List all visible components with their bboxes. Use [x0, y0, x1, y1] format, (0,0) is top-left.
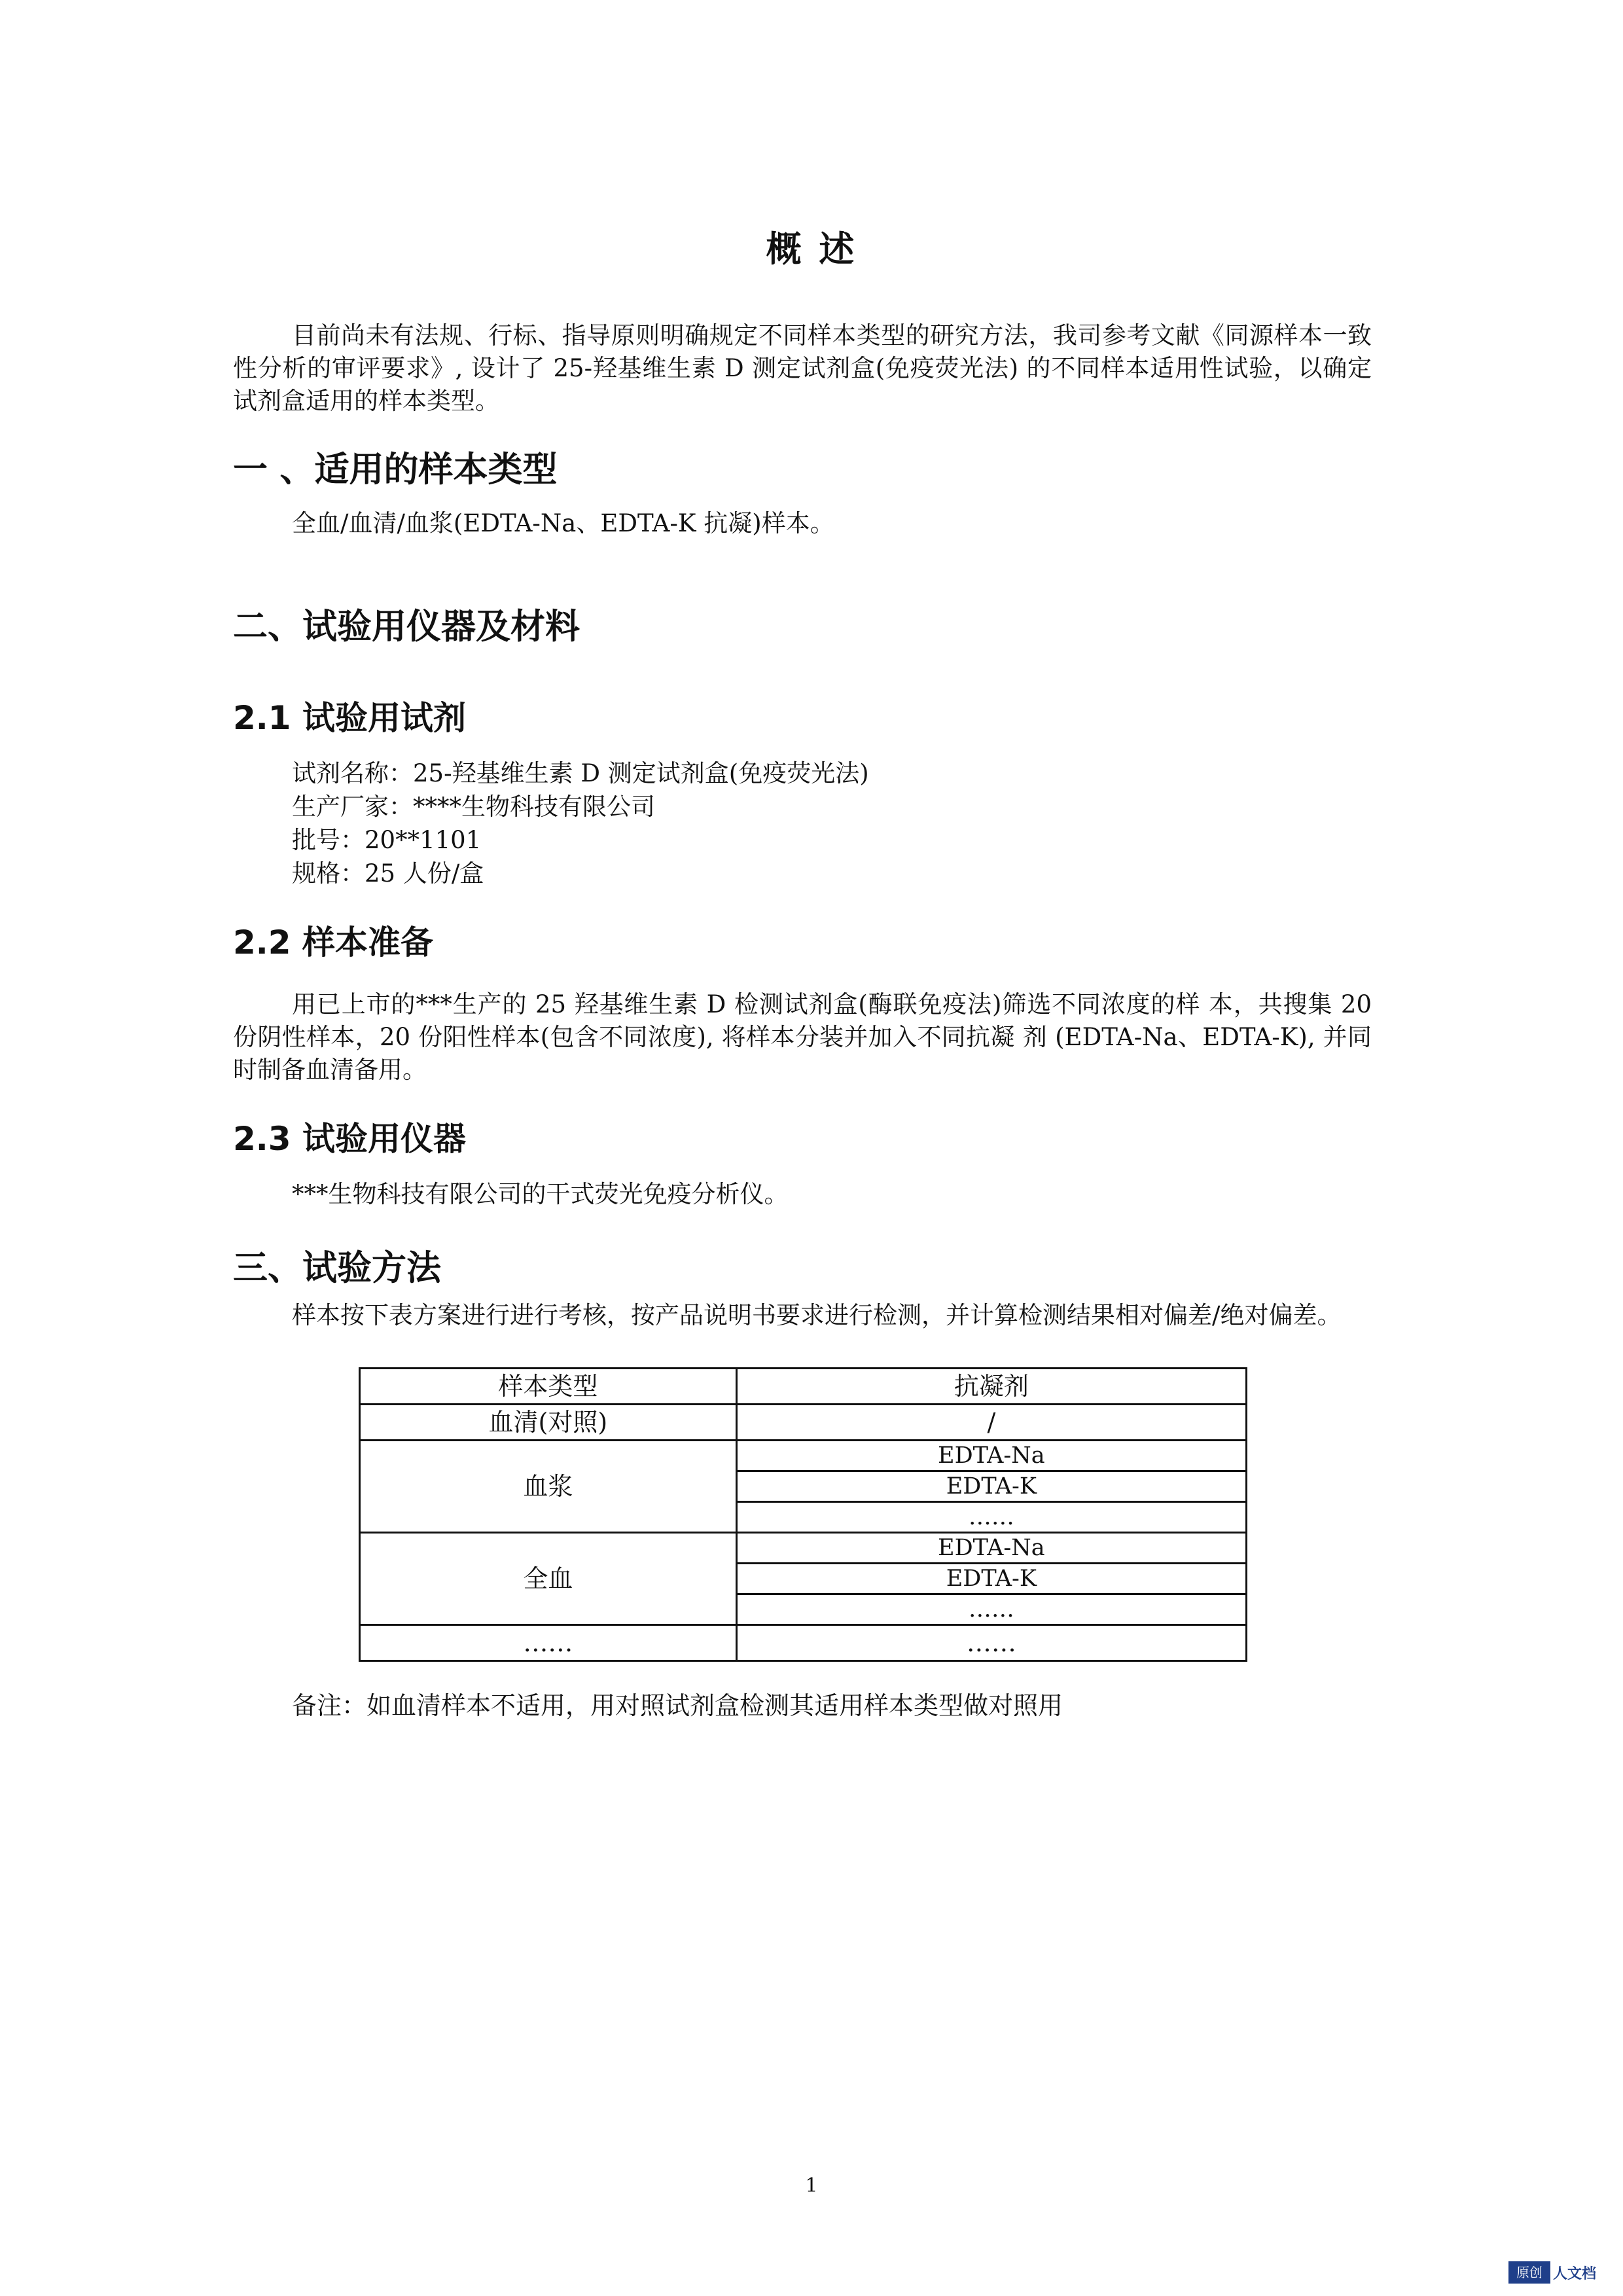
header-sample-type: 样本类型 — [360, 1369, 737, 1405]
section-2-heading: 二、试验用仪器及材料 — [233, 607, 580, 647]
watermark-box: 原创 — [1508, 2261, 1550, 2284]
section-3-heading: 三、试验方法 — [233, 1248, 441, 1288]
method-paragraph: 样本按下表方案进行进行考核，按产品说明书要求进行检测，并计算检测结果相对偏差/绝对偏差。 — [292, 1301, 1342, 1329]
cell-plasma-edta-k: EDTA-K — [736, 1471, 1246, 1502]
reagent-name-line: 试剂名称：25-羟基维生素 D 测定试剂盒(免疫荧光法) — [292, 759, 869, 787]
page-title: 概 述 — [766, 228, 857, 270]
section-1-text: 全血/血清/血浆(EDTA-Na、EDTA-K 抗凝)样本。 — [292, 509, 834, 537]
cell-plasma-other: …… — [736, 1502, 1246, 1533]
subsection-2-1-heading: 2.1 试验用试剂 — [233, 699, 466, 737]
cell-other-sample: …… — [360, 1625, 737, 1661]
table-header-row — [360, 1369, 1247, 1405]
instrument-text: ***生物科技有限公司的干式荧光免疫分析仪。 — [292, 1180, 789, 1208]
table-row — [360, 1405, 1247, 1441]
cell-whole-other: …… — [736, 1594, 1246, 1625]
cell-other-anticoagulant: …… — [736, 1625, 1246, 1661]
subsection-2-2-heading: 2.2 样本准备 — [233, 924, 433, 961]
table-note: 备注：如血清样本不适用，用对照试剂盒检测其适用样本类型做对照用 — [292, 1691, 1063, 1720]
table-row — [360, 1533, 1247, 1564]
spec-line: 规格：25 人份/盒 — [292, 859, 484, 888]
section-1-heading: 一 、适用的样本类型 — [233, 450, 558, 490]
header-anticoagulant: 抗凝剂 — [736, 1369, 1246, 1405]
cell-whole-edta-na: EDTA-Na — [736, 1533, 1246, 1564]
cell-plasma-edta-na: EDTA-Na — [736, 1441, 1246, 1471]
cell-serum-anticoagulant: / — [736, 1405, 1246, 1441]
manufacturer-line: 生产厂家：****生物科技有限公司 — [292, 793, 655, 821]
cell-serum: 血清(对照) — [360, 1405, 737, 1441]
sample-plan-table — [359, 1367, 1247, 1662]
cell-whole-edta-k: EDTA-K — [736, 1564, 1246, 1594]
batch-line: 批号：20**1101 — [292, 826, 482, 854]
sample-prep-paragraph: 用已上市的***生产的 25 羟基维生素 D 检测试剂盒(酶联免疫法)筛选不同浓度的样 本，共搜集 20 份阴性样本，20 份阳性样本(包含不同浓度), 将样本分装并加入不同抗凝 剂 (EDTA-Na、EDTA-K), 并同时制备血清备用。 — [233, 990, 1372, 1084]
subsection-2-3-heading: 2.3 试验用仪器 — [233, 1120, 466, 1158]
watermark-logo — [1508, 2259, 1607, 2286]
watermark-text: 人文档 — [1553, 2265, 1597, 2282]
page-number: 1 — [805, 2174, 818, 2197]
cell-whole-blood: 全血 — [360, 1533, 737, 1625]
intro-paragraph: 目前尚未有法规、行标、指导原则明确规定不同样本类型的研究方法，我司参考文献《同源样本一致性分析的审评要求》, 设计了 25-羟基维生素 D 测定试剂盒(免疫荧光法) 的不同样本适用性试验，以确定试剂盒适用的样本类型。 — [233, 321, 1372, 415]
table-row — [360, 1625, 1247, 1661]
table-row — [360, 1441, 1247, 1471]
cell-plasma: 血浆 — [360, 1441, 737, 1533]
